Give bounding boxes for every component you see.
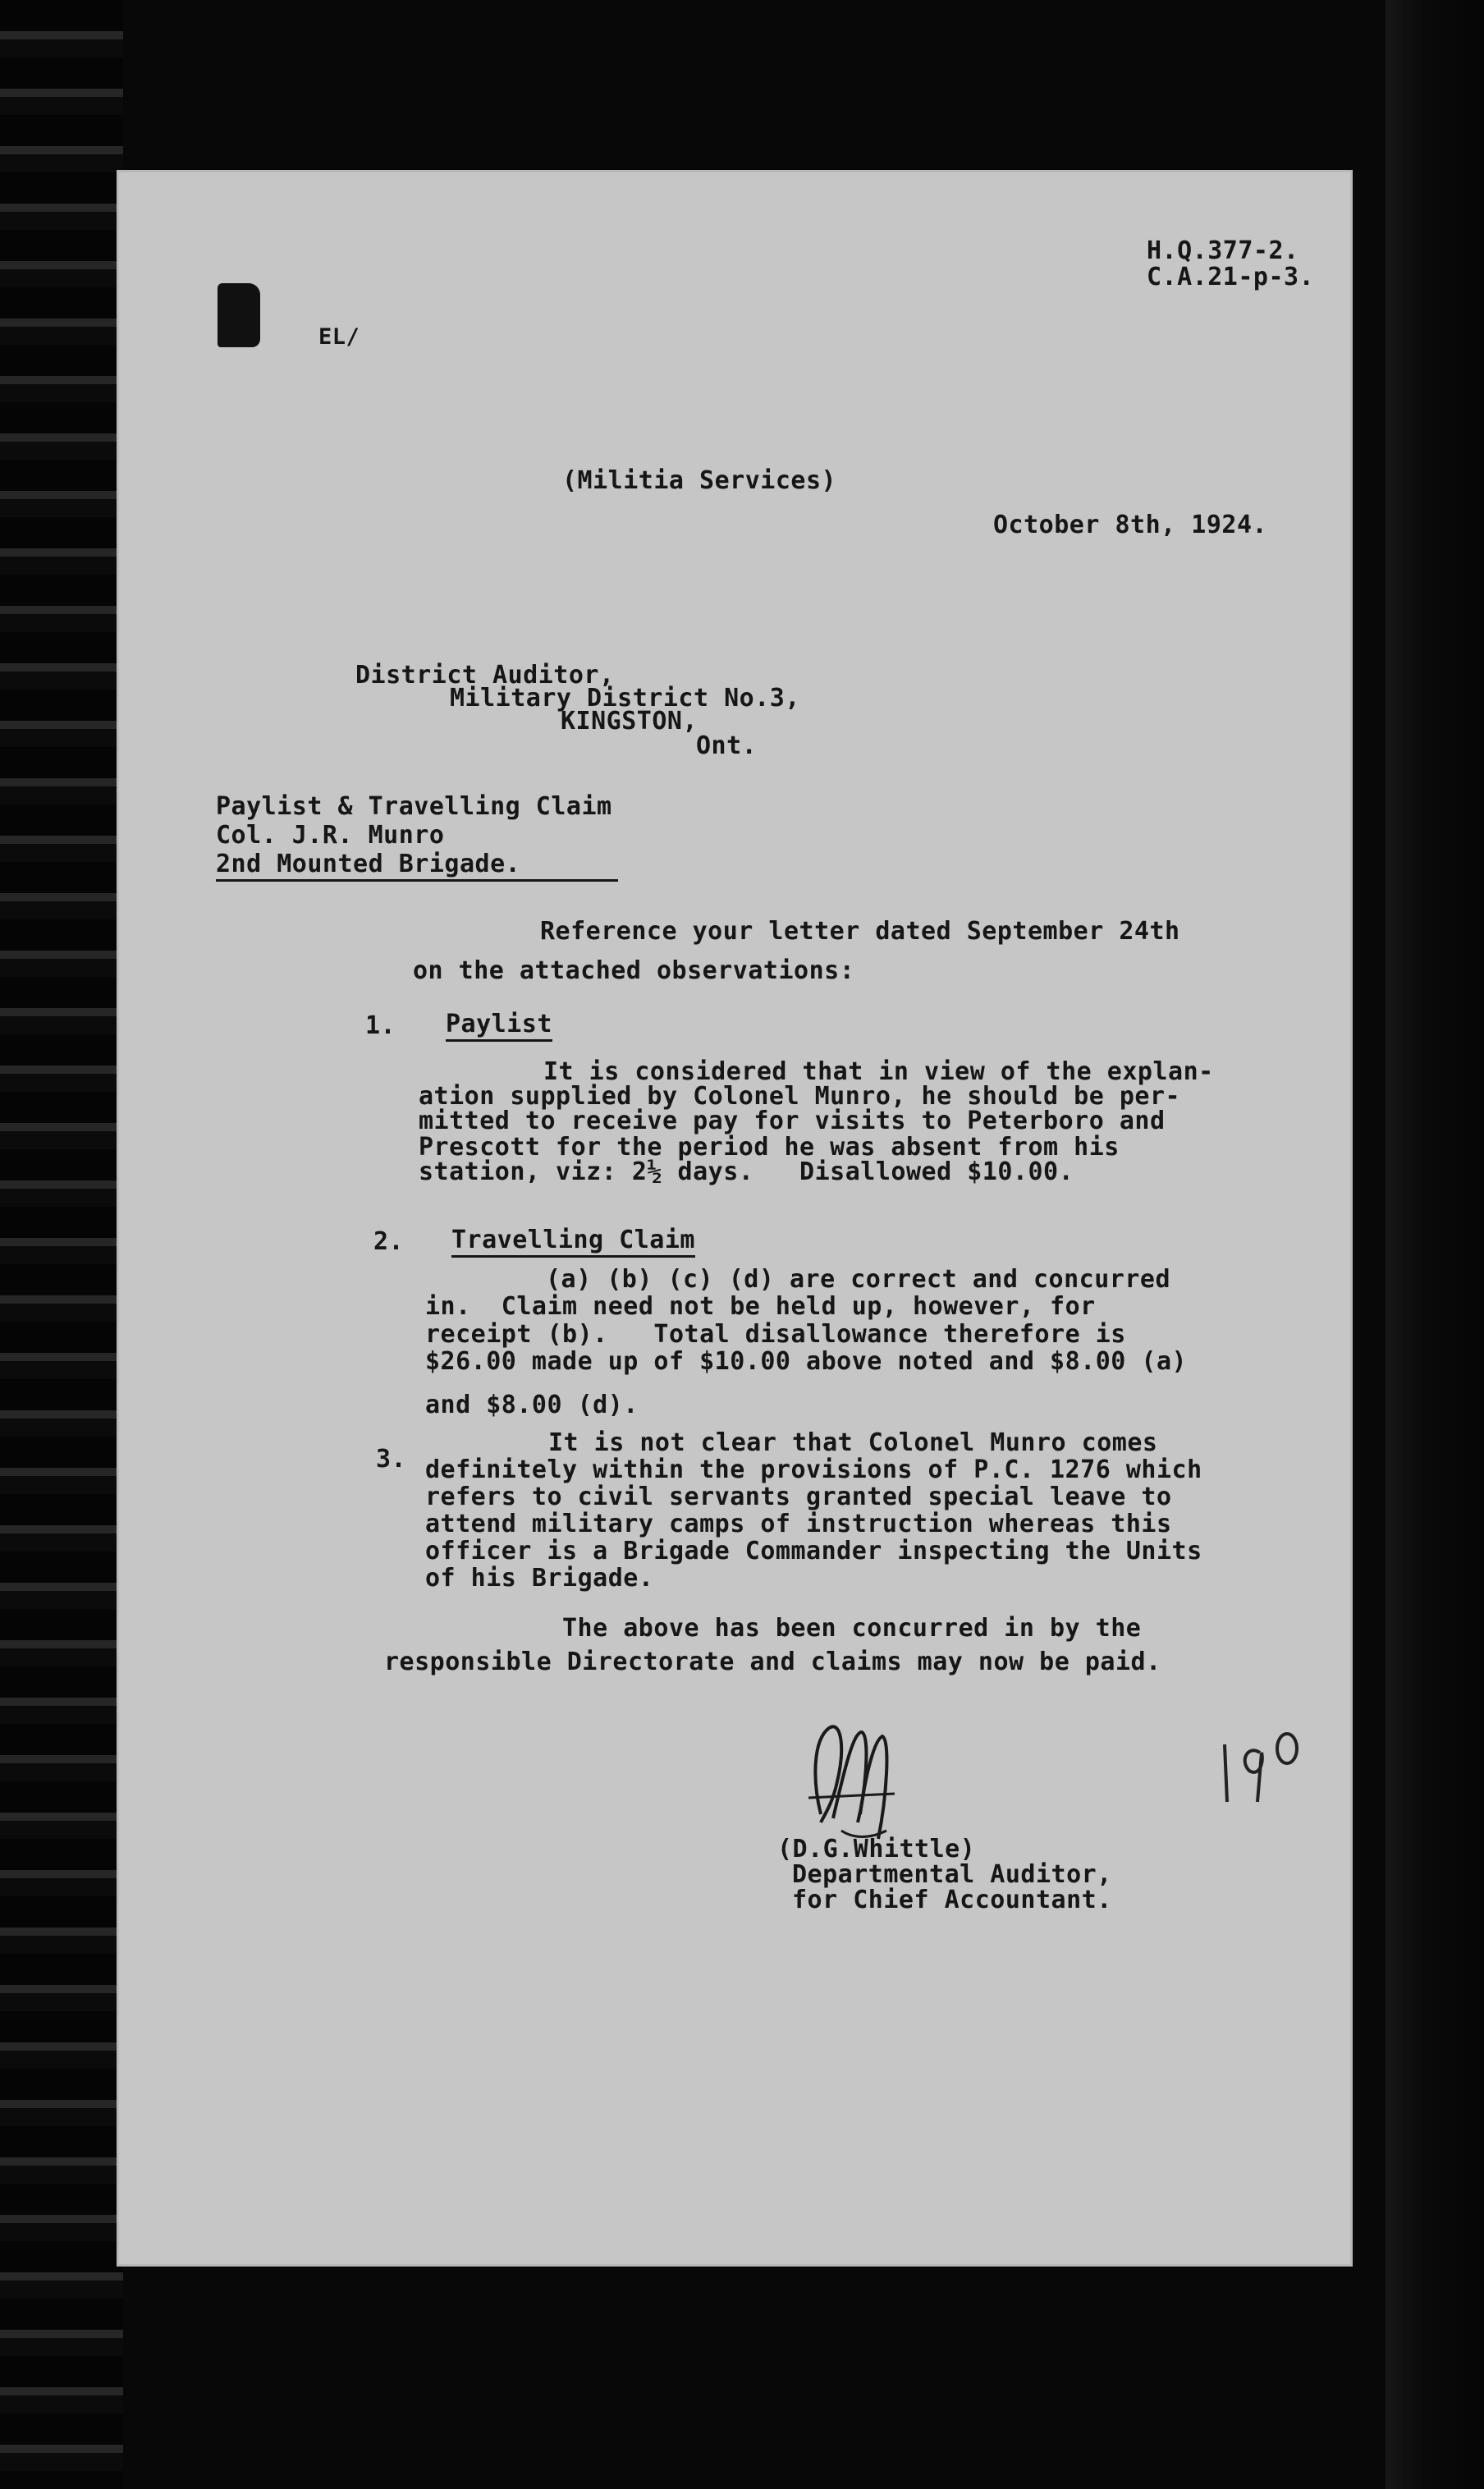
addressee-line-1: District Auditor, (355, 661, 615, 690)
section-1-number: 1. (365, 1011, 396, 1040)
subject-line-1: Paylist & Travelling Claim (216, 792, 612, 821)
file-reference-1: H.Q.377-2. (1147, 236, 1299, 265)
closing-line-1: The above has been concurred in by the (562, 1614, 1142, 1643)
file-reference-2: C.A.21-p-3. (1147, 263, 1315, 291)
reference-line-2: on the attached observations: (413, 956, 855, 985)
reference-line-1: Reference your letter dated September 24th (540, 917, 1180, 946)
scan-border-left (0, 0, 123, 2489)
typist-initials: EL/ (318, 324, 360, 350)
section-3-line-1: It is not clear that Colonel Munro comes (548, 1428, 1158, 1457)
section-1-heading: Paylist (446, 1010, 552, 1042)
section-3-line-5: officer is a Brigade Commander inspecting the Units (425, 1537, 1202, 1565)
section-1-line-5: station, viz: 2½ days. Disallowed $10.00. (419, 1157, 1074, 1186)
section-2-line-4: $26.00 made up of $10.00 above noted and $8.00 (a) (425, 1347, 1188, 1376)
signatory-on-behalf: for Chief Accountant. (792, 1886, 1112, 1914)
section-2-line-2: in. Claim need not be held up, however, for (425, 1292, 1096, 1321)
signatory-title: Departmental Auditor, (792, 1860, 1112, 1889)
addressee-line-2: Military District No.3, (450, 684, 800, 713)
section-3-line-4: attend military camps of instruction whereas this (425, 1510, 1172, 1538)
closing-line-2: responsible Directorate and claims may now be paid. (384, 1648, 1161, 1676)
section-3-number: 3. (376, 1445, 407, 1474)
section-2-line-1: (a) (b) (c) (d) are correct and concurred (546, 1265, 1171, 1294)
scan-border-right (1386, 0, 1484, 2489)
punch-hole-mark (218, 283, 260, 347)
letter-date: October 8th, 1924. (993, 511, 1268, 539)
addressee-line-4: Ont. (696, 731, 758, 760)
section-2-heading: Travelling Claim (451, 1226, 695, 1258)
section-2-line-3: receipt (b). Total disallowance therefore is (425, 1320, 1126, 1349)
subject-line-3: 2nd Mounted Brigade. (216, 850, 618, 882)
signatory-name: (D.G.Whittle) (777, 1835, 976, 1863)
section-1-line-2: ation supplied by Colonel Munro, he should be per- (419, 1082, 1181, 1111)
addressee-line-3: KINGSTON, (561, 707, 698, 736)
section-3-line-6: of his Brigade. (425, 1564, 654, 1593)
section-1-line-3: mitted to receive pay for visits to Peterboro and (419, 1107, 1166, 1135)
department-heading: (Militia Services) (562, 466, 837, 495)
section-3-line-3: refers to civil servants granted special leave to (425, 1483, 1172, 1511)
section-1-line-1: It is considered that in view of the explan- (543, 1057, 1214, 1086)
section-2-line-5: and $8.00 (d). (425, 1391, 639, 1419)
section-2-number: 2. (373, 1227, 405, 1256)
section-1-line-4: Prescott for the period he was absent from his (419, 1133, 1120, 1162)
handwritten-folio-number (1215, 1728, 1305, 1813)
subject-line-2: Col. J.R. Munro (216, 821, 445, 850)
section-3-line-2: definitely within the provisions of P.C. 1276 which (425, 1455, 1202, 1484)
